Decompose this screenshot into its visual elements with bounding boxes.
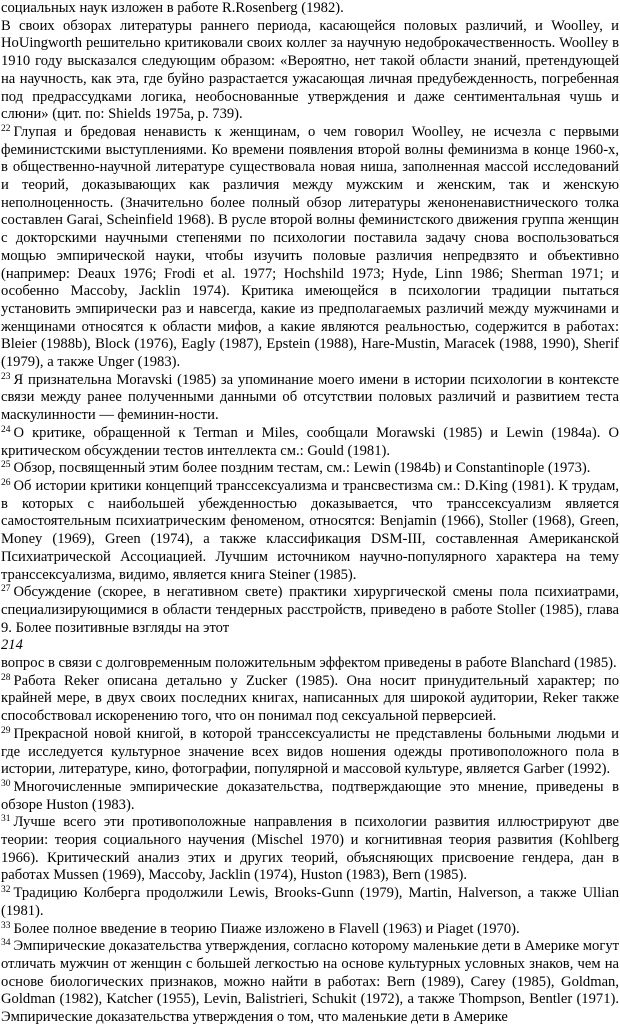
footnote-number: 34 xyxy=(1,938,11,949)
footnote-31: $^{31}$ Лучше всего эти противоположные направления в психологии развития иллюстрируют две теории: теория социального научения (Mischel 1970) и когнитивная теория развития (Kohlberg 1966). Критический анализ этих и других теорий, объясняющих присвоение гендера, дан в работах Mussen (1969), Maccoby, Jacklin (1974), Huston (1983), Bern (1985). xyxy=(1,814,619,884)
footnote-30: $^{30}$ Многочисленные эмпирические доказательства, подтверждающие это мнение, приведены в обзоре Huston (1983). xyxy=(1,778,619,813)
footnote-number: 25 xyxy=(1,460,11,471)
footnote-29: $^{29}$ Прекрасной новой книгой, в которой транссексуалисты не представлены больными людьми и где исследуется культурное значение всех видов ношения одежды противоположного пола в истории, литературе, кино, фотографии, популярной и массовой культуре, является Garber (1992). xyxy=(1,725,619,778)
footnote-number: 22 xyxy=(1,123,11,134)
footnote-25: $^{25}$ Обзор, посвященный этим более поздним тестам, см.: Lewin (1984b) и Constantinople (1973). xyxy=(1,460,591,477)
paragraph-woolley-quote: В своих обзорах литературы раннего периода, касающейся половых различий, и Woolley, и HoUingworth решительно критиковали своих коллег за научную недоброкачественность. Woolley в 1910 году высказался следующим образом: «Вероятно, нет такой области знаний, претендующей на научность, как эта, где буйно разрастается ужасающая личная предубежденность, погребенная под предрассудками логика, необоснованные утверждения и даже сентиментальная чушь и слюни» (цит. по: Shields 1975a, p. 739). xyxy=(1,17,619,123)
footnote-33: $^{33}$ Более полное введение в теорию Пиаже изложено в Flavell (1963) и Piaget (1970). xyxy=(1,920,520,937)
footnote-number: 23 xyxy=(1,371,11,382)
footnote-number: 33 xyxy=(1,920,11,931)
footnote-number: 30 xyxy=(1,778,11,789)
footnote-number: 26 xyxy=(1,477,11,488)
footnote-number: 28 xyxy=(1,672,11,683)
footnote-number: 24 xyxy=(1,424,11,435)
footnote-32: $^{32}$ Традицию Колберга продолжили Lewis, Brooks-Gunn (1979), Martin, Halverson, а также Ullian (1981). xyxy=(1,885,619,919)
footnote-23: $^{23}$ Я признательна Moravski (1985) за упоминание моего имени в истории психологии в контексте связи между ранее полученными данными об отсутствии половых различий и развитием теста маскулинности — феминин-ности. xyxy=(1,371,619,424)
footnote-24: $^{24}$ О критике, обращенной к Terman и Miles, сообщали Morawski (1985) и Lewin (1984a). О критическом обсуждении тестов интеллекта см.: Gould (1981). xyxy=(1,424,619,459)
footnote-26: $^{26}$ Об истории критики концепций транссексуализма и трансвестизма см.: D.King (1981). К трудам, в которых с наибольшей убежденностью доказывается, что транссексуализм является самостоятельным психиатрическим феноменом, относятся: Benjamin (1966), Stoller (1968), Green, Money (1969), Green (1974), а также классификация DSM-III, составленная Американской Психиатрической Ассоциацией. Лучшим источником научно-популярного характера на тему транссексуализма, видимо, является книга Steiner (1985). xyxy=(1,477,619,583)
footnote-28: $^{28}$ Работа Reker описана детально у Zucker (1985). Она носит принудительный характер; по крайней мере, в двух своих последних книгах, написанных для широкой аудитории, Reker также способствовал искоренению того, что он понимал под сексуальной перверсией. xyxy=(1,672,619,725)
footnote-27-continued: вопрос в связи с долговременным положительным эффектом приведены в работе Blanchard (1985). xyxy=(1,655,617,672)
footnote-27: $^{27}$ Обсуждение (скорее, в негативном свете) практики хирургической смены пола психиатрами, специализирующимися в области тендерных расстройств, приведено в работе Stoller (1985), глава 9. Более позитивные взгляды на этот xyxy=(1,584,619,636)
footnote-22: $^{22}$ Глупая и бредовая ненависть к женщинам, о чем говорил Woolley, не исчезла с первыми феминистскими выступлениями. Ко времени появления второй волны феминизма в конце 1960-х, в общественно-научной литературе существовала новая ниша, заполненная массой исследований и теорий, доказывающих как различия между мужским и женским, так и женскую неполноценность. (Значительно более полный обзор литературы женоненавистнического толка составлен Garai, Scheinfield 1968). В русле второй волны феминистского движения группа женщин с докторскими научными степенями по психологии поставила задачу снова воспользоваться мощью эмпирической науки, чтобы изучить половые различия непредвзято и объективно (например: Deaux 1976; Frodi et al. 1977; Hochshild 1973; Hyde, Linn 1986; Sherman 1971; и особенно Maccoby, Jacklin 1974). Критика имеющейся в психологии традиции пытаться установить эмпирически раз и навсегда, какие из предполагаемых различий между мужчинами и женщинами относятся к области мифов, а какие являются реальностью, содержится в работах: Bleier (1988b), Block (1976), Eagly (1987), Epstein (1988), Hare-Mustin, Maracek (1988, 1990), Sherif (1979), а также Unger (1983). xyxy=(1,123,619,371)
paragraph-continuation: социальных наук изложен в работе R.Rosenberg (1982). xyxy=(1,0,344,16)
footnote-number: 32 xyxy=(1,885,11,896)
page-number: 214 xyxy=(1,637,23,654)
footnote-number: 31 xyxy=(1,814,11,825)
footnote-34: $^{34}$ Эмпирические доказательства утверждения, согласно которому маленькие дети в Америке могут отличать мужчин от женщин с большей легкостью на основе культурных условных знаков, чем на основе биологических признаков, можно найти в работах: Bern (1989), Carey (1985), Goldman, Goldman (1982), Katcher (1955), Levin, Balistrieri, Schukit (1972), а также Thompson, Bentler (1971). Эмпирические доказательства утверждения о том, что маленькие дети в Америке xyxy=(1,938,619,1026)
footnote-number: 27 xyxy=(1,584,11,595)
footnote-number: 29 xyxy=(1,725,11,736)
